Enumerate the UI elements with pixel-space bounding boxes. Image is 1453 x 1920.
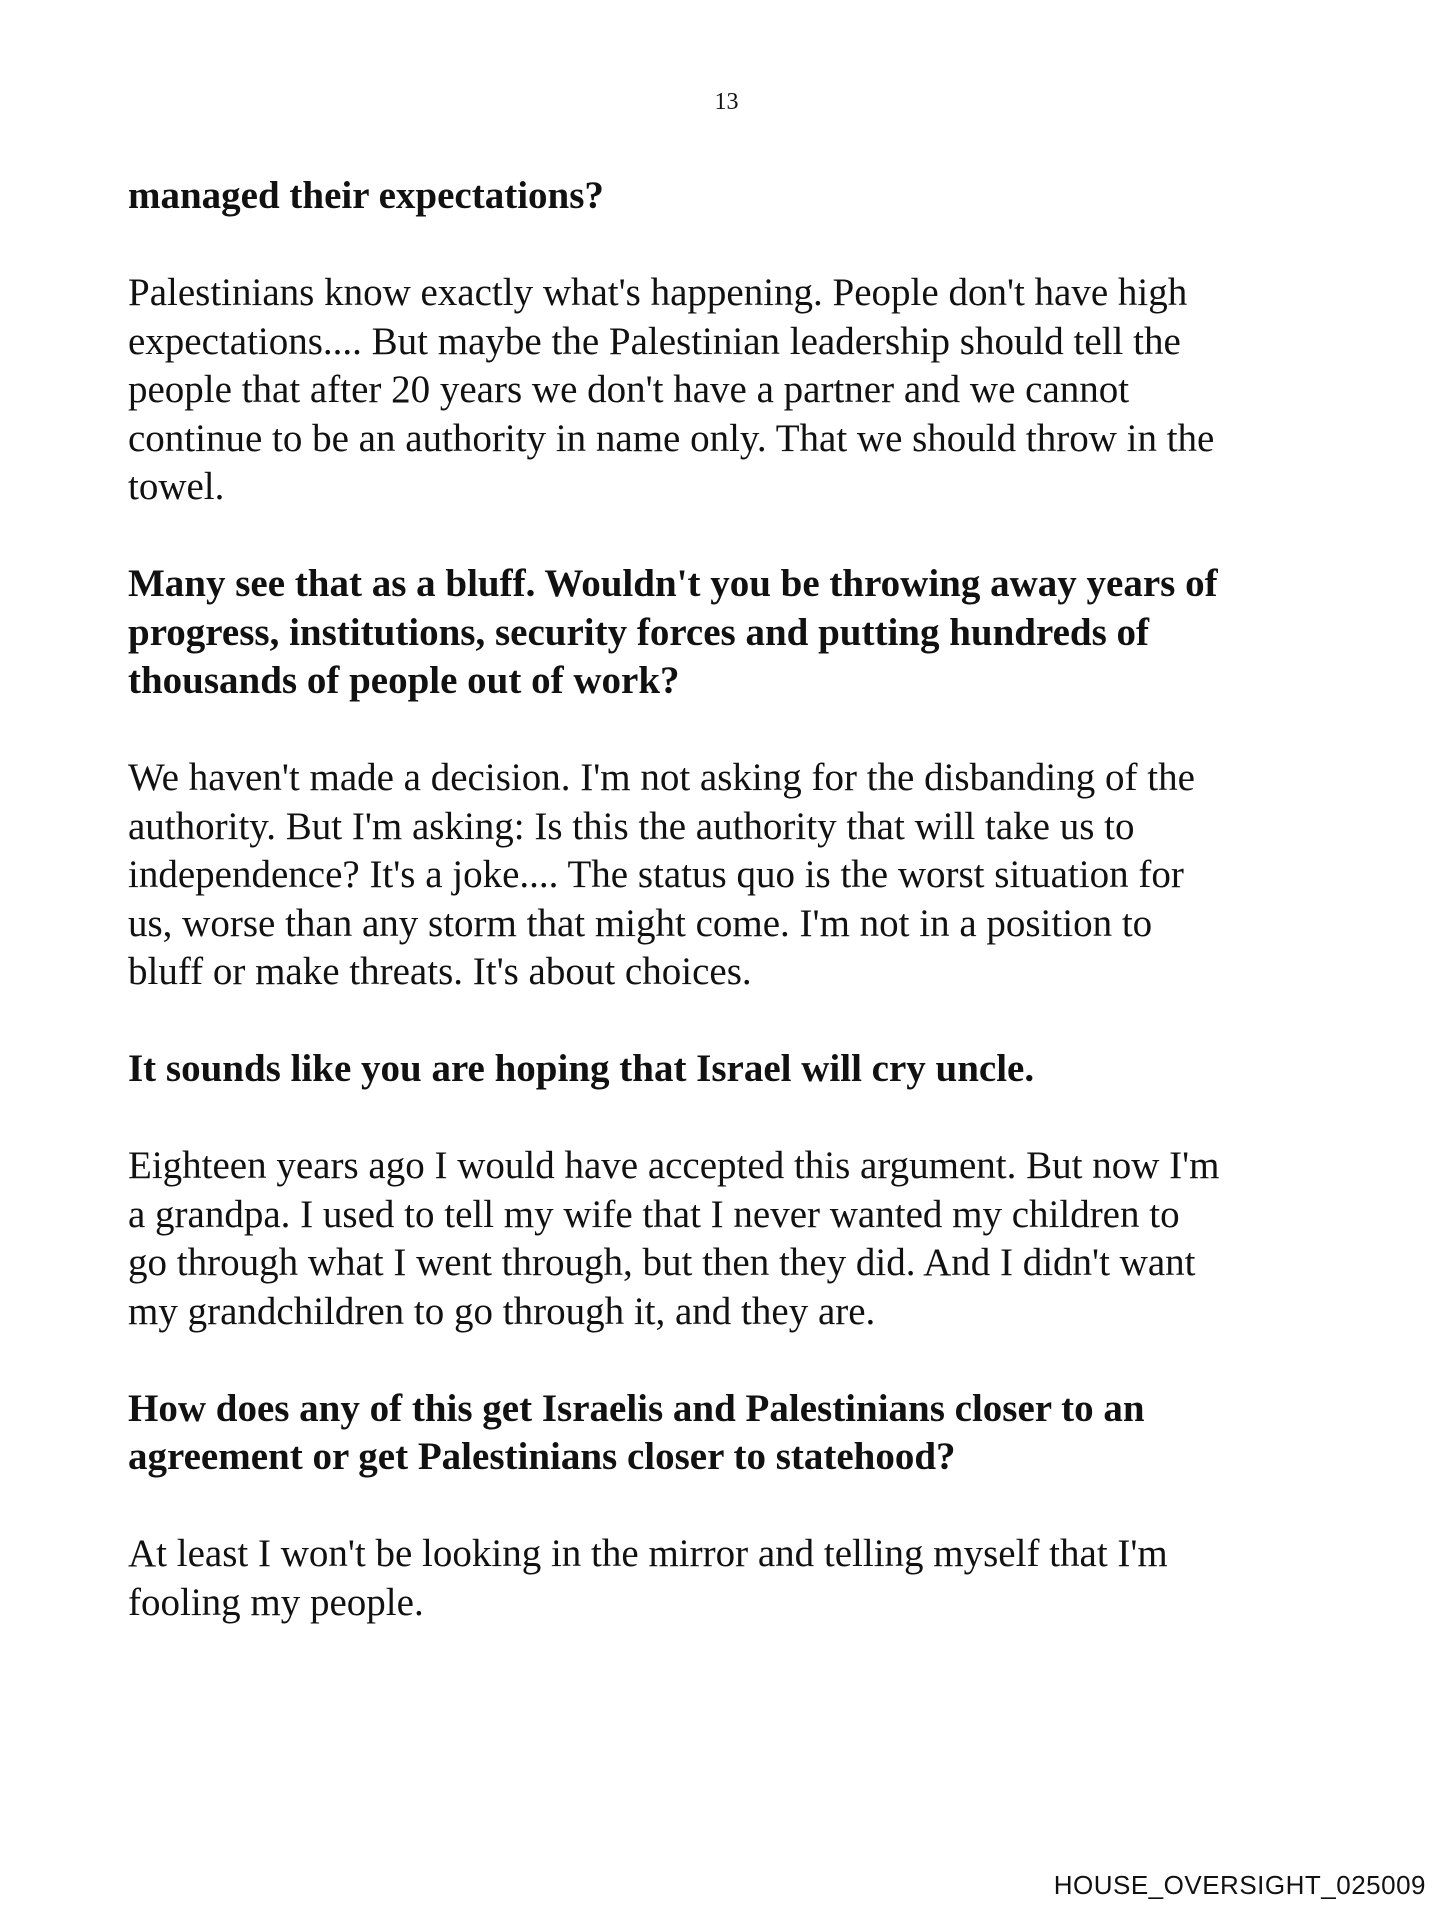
question-4: How does any of this get Israelis and Palestinians closer to an agreement or get Palestinians closer to statehood? bbox=[128, 1386, 1145, 1478]
question-2: Many see that as a bluff. Wouldn't you be throwing away years of progress, institutions, security forces and putting hundreds of thousands of people out of work? bbox=[128, 562, 1218, 702]
question-3: It sounds like you are hoping that Israel will cry uncle. bbox=[128, 1047, 1035, 1090]
answer-3: Eighteen years ago I would have accepted this argument. But now I'm a grandpa. I used to tell my wife that I never wanted my children to go through what I went through, but then they did. And I didn't want my grandchildren to go through it, and they are. bbox=[128, 1144, 1220, 1333]
answer-1: Palestinians know exactly what's happening. People don't have high expectations.... But maybe the Palestinian leadership should tell the people that after 20 years we don't have a partner and we cannot continue to be an authority in name only. That we should throw in the towel. bbox=[128, 271, 1215, 508]
answer-4: At least I won't be looking in the mirror and telling myself that I'm fooling my people. bbox=[128, 1532, 1168, 1624]
answer-2: We haven't made a decision. I'm not asking for the disbanding of the authority. But I'm asking: Is this the authority that will take us to independence? It's a joke.... The status quo is the worst situation for us, worse than any storm that might come. I'm not in a position to bluff or make threats. It's about choices. bbox=[128, 756, 1195, 993]
document-body bbox=[128, 172, 1348, 1676]
page-number: 13 bbox=[714, 89, 739, 115]
document-id-stamp: HOUSE_OVERSIGHT_025009 bbox=[1053, 1870, 1426, 1900]
question-1: managed their expectations? bbox=[128, 174, 604, 217]
